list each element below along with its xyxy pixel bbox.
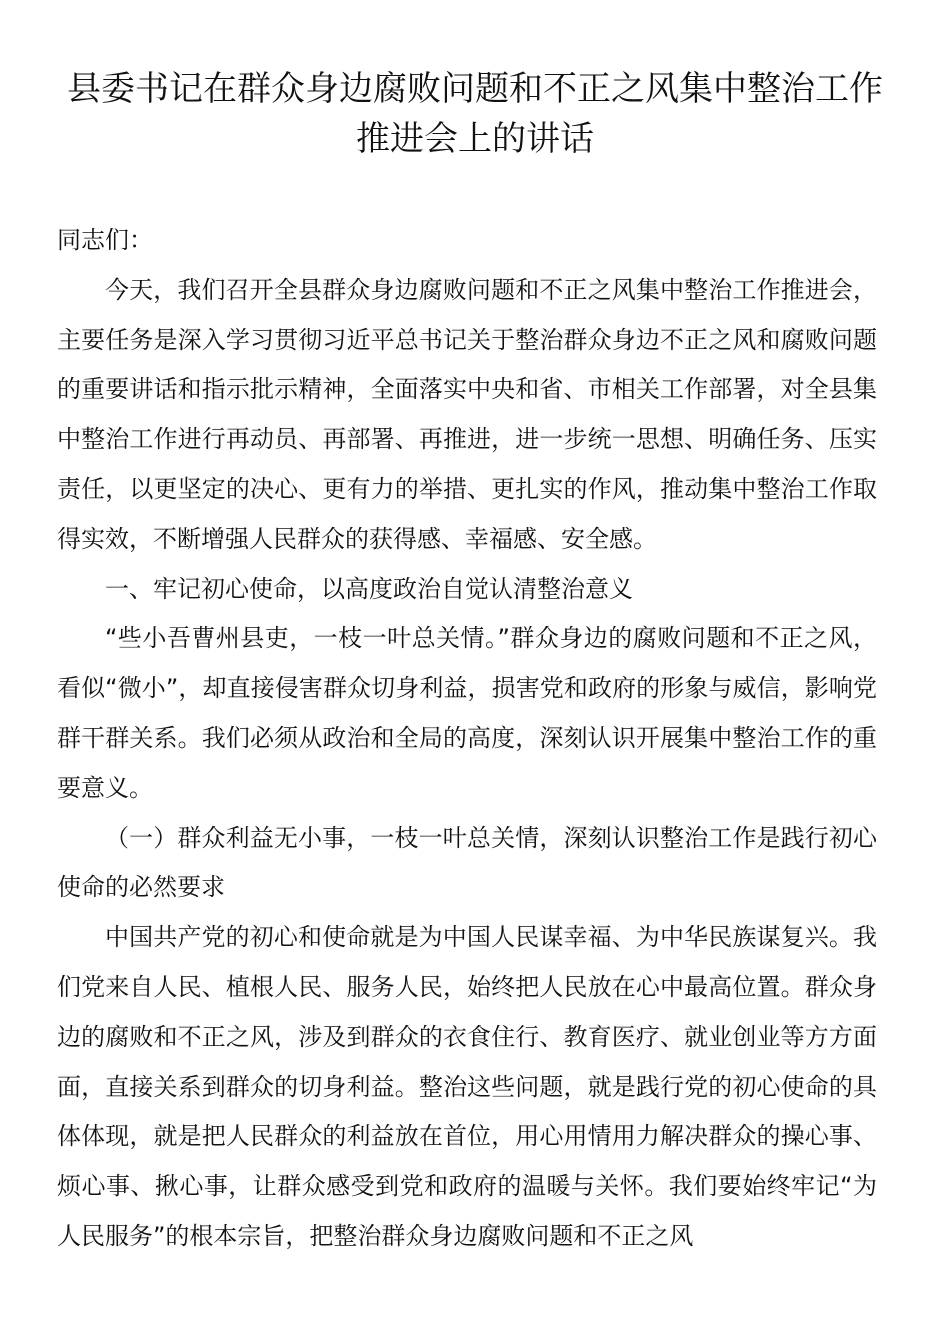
paragraph-intro: 今天，我们召开全县群众身边腐败问题和不正之风集中整治工作推进会，主要任务是深入学习贯彻习近平总书记关于整治群众身边不正之风和腐败问题的重要讲话和指示批示精神，全面落实中央和省、市相关工作部署，对全县集中整治工作进行再动员、再部署、再推进，进一步统一思想、明确任务、压实责任，以更坚定的决心、更有力的举措、更扎实的作风，推动集中整治工作取得实效，不断增强人民群众的获得感、幸福感、安全感。: [57, 275, 877, 553]
document-body: [57, 216, 877, 1262]
salutation: 同志们：: [57, 226, 153, 254]
paragraph-subsection-1-1: 中国共产党的初心和使命就是为中国人民谋幸福、为中华民族谋复兴。我们党来自人民、植根人民、服务人民，始终把人民放在心中最高位置。群众身边的腐败和不正之风，涉及到群众的衣食住行、教育医疗、就业创业等方方面面，直接关系到群众的切身利益。整治这些问题，就是践行党的初心使命的具体体现，就是把人民群众的利益放在首位，用心用情用力解决群众的操心事、烦心事、揪心事，让群众感受到党和政府的温暖与关怀。我们要始终牢记“为人民服务”的根本宗旨，把整治群众身边腐败问题和不正之风: [57, 923, 877, 1250]
section-heading-1: 一、牢记初心使命，以高度政治自觉认清整治意义: [105, 574, 633, 603]
document-title: 县委书记在群众身边腐败问题和不正之风集中整治工作推进会上的讲话: [67, 69, 883, 159]
subsection-heading-1-1: （一）群众利益无小事，一枝一叶总关情，深刻认识整治工作是践行初心使命的必然要求: [57, 823, 877, 902]
paragraph-section-1-intro: “些小吾曹州县吏，一枝一叶总关情。”群众身边的腐败问题和不正之风，看似“微小”，却直接侵害群众切身利益，损害党和政府的形象与威信，影响党群干群关系。我们必须从政治和全局的高度，深刻认识开展集中整治工作的重要意义。: [57, 624, 877, 802]
